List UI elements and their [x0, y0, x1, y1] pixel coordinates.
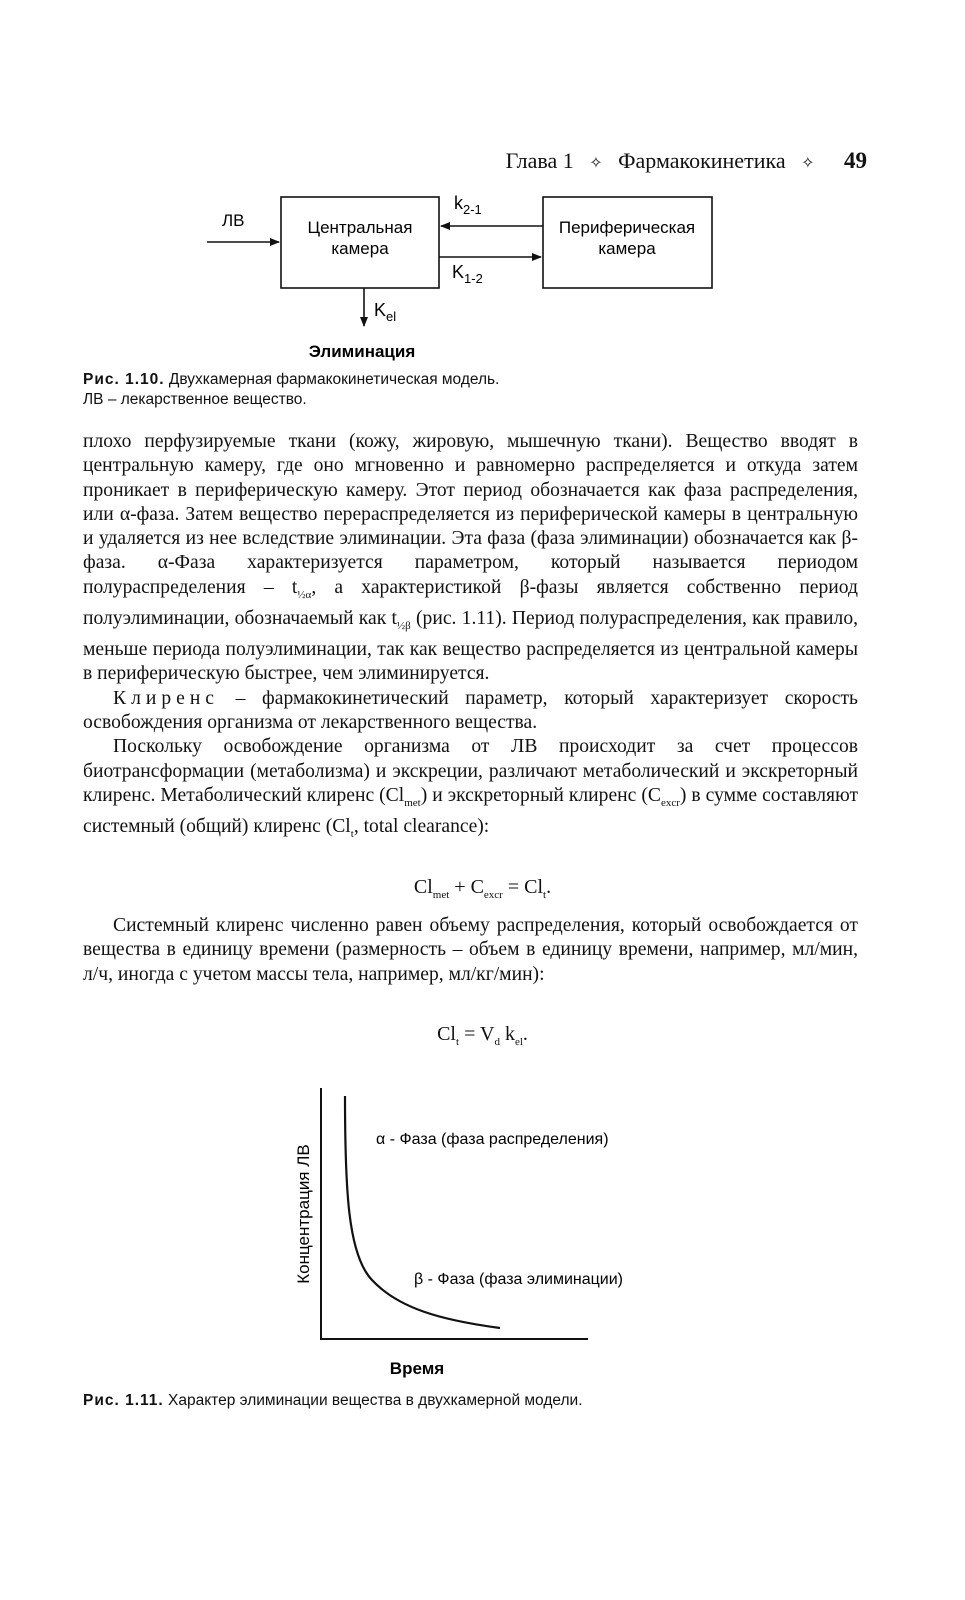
k21-label: $k_{2-1}$: [454, 193, 482, 217]
caption-line-1: Двухкамерная фармакокинетическая модель.: [168, 371, 500, 388]
k12-label: $K_{1-2}$: [452, 262, 483, 286]
paragraph-3: Поскольку освобождение организма от ЛВ происходит за счет процессов биотрансформации (метаболизма) и экскреции, различают метаболический и экскреторный клиренс. Метаболический клиренс $(Cl_{met})$ и экскреторный клиренс $(C_{excr})$ в сумме составляют системный (общий) клиренс ($Cl_t$, total clearance):: [83, 736, 859, 841]
body-text-block: [83, 430, 858, 846]
formula-clearance-sum: $Cl_{met} + C_{excr} = Cl_t$.: [413, 876, 552, 901]
y-axis-label: Концентрация ЛВ: [294, 1144, 313, 1284]
paragraph-1: плохо перфузируемые ткани (кожу, жировую, мышечную ткани). Вещество вводят в центральную камеру, где оно мгновенно и равномерно распределяется и откуда затем проникает в периферическую камеру. Этот период обозначается как фаза распределения, или α-фаза. Затем вещество перераспределяется из периферической камеры в центральную и удаляется из нее вследствие элиминации. Эта фаза (фаза элиминации) обозначается как β-фаза. α-Фаза характеризуется параметром, который называется периодом полураспределения – $t_{\frac{1}{2}\alpha}$, а характеристикой β-фазы является собственно период полуэлиминации, обозначаемый как $t_{\frac{1}{2}\beta}$ (рис. 1.11). Период полураспределения, как правило, меньше периода полуэлиминации, так как вещество распределяется из центральной камеры в периферическую быстрее, чем элиминируется.: [83, 431, 859, 685]
peripheral-label-2: камера: [598, 239, 656, 258]
input-label: ЛВ: [222, 211, 245, 230]
paragraph-4: Системный клиренс численно равен объему распределения, который освобождается от вещества в единицу времени (размерность – объем в единицу времени, например, мл/мин, л/ч, иногда с учетом массы тела, например, мл/кг/мин):: [83, 915, 858, 985]
central-label-2: камера: [331, 239, 389, 258]
peripheral-label-1: Периферическая: [558, 218, 696, 237]
figure-caption-1-11: [83, 1391, 583, 1411]
formula-systemic-clearance: $Cl_t = V_d$ $k_{el}$.: [437, 1023, 528, 1048]
caption-number: Рис. 1.11.: [83, 1392, 164, 1409]
chapter-label: Глава 1: [505, 148, 574, 173]
figure-caption-1-10: [83, 370, 499, 410]
elimination-label: Элиминация: [308, 342, 416, 361]
two-compartment-diagram: [0, 0, 965, 380]
paragraph-2: Клиренс – фармакокинетический параметр, который характеризует скорость освобождения организма от лекарственного вещества.: [83, 687, 858, 734]
beta-phase-label: β - Фаза (фаза элиминации): [414, 1271, 623, 1288]
x-axis-label: Время: [389, 1359, 445, 1378]
central-label-1: Центральная: [307, 218, 413, 237]
caption-text: Характер элиминации вещества в двухкамерной модели.: [168, 1392, 583, 1409]
alpha-phase-label: α - Фаза (фаза распределения): [376, 1131, 609, 1148]
body-text-block-2: [83, 914, 858, 987]
caption-number: Рис. 1.10.: [83, 371, 165, 388]
elimination-curve-figure: [0, 1080, 965, 1390]
section-label: Фармакокинетика: [618, 148, 786, 173]
separator-icon: ✧: [589, 155, 603, 172]
kel-label: $K_{el}$: [374, 300, 397, 324]
page-number: 49: [844, 148, 867, 173]
caption-line-2: ЛВ – лекарственное вещество.: [83, 391, 307, 408]
separator-icon: ✧: [801, 155, 815, 172]
term-clearance: Клиренс: [113, 687, 220, 709]
